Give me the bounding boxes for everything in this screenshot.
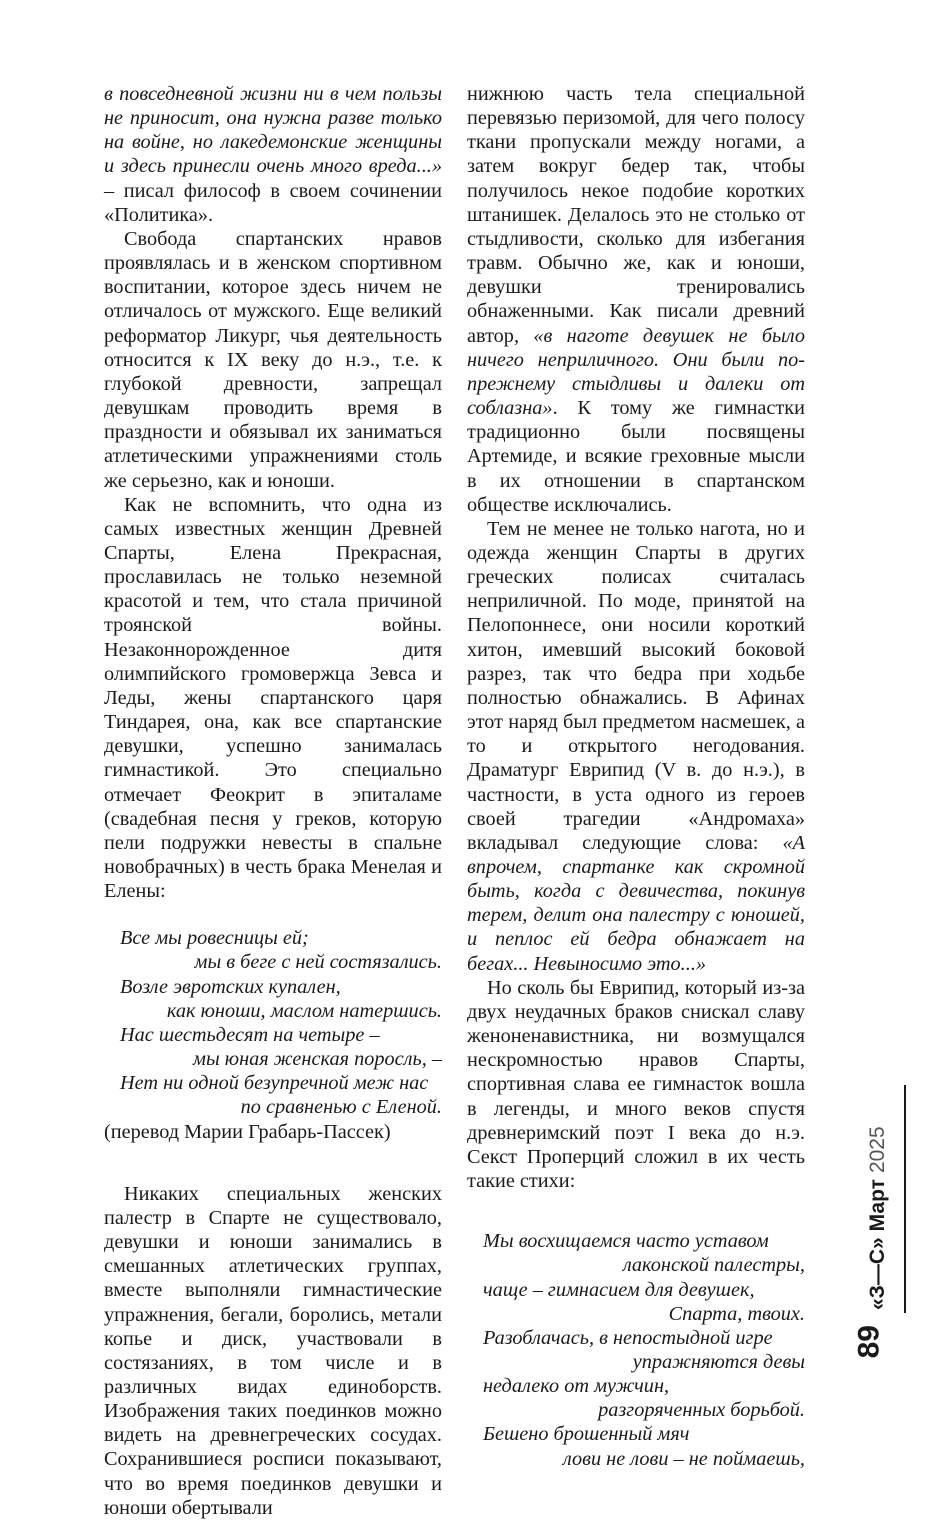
paragraph-1 [104, 82, 442, 227]
poem-line: лови не лови – не поймаешь, [562, 1447, 805, 1470]
poem-line: Нас шестьдесят на четыре – [120, 1023, 380, 1046]
poem-line: Разоблачась, в непостыдной игре [483, 1326, 773, 1349]
poem-line: чаще – гимнасием для девушек, [483, 1278, 755, 1301]
margin-rule [904, 1085, 906, 1313]
paragraph-2: Свобода спартанских нравов проявлялась и в женском спортивном воспитании, которое здесь ничем не отличалось от мужского. Еще великий реформатор Ликург, чья деятельность относится к IX веку до н.э., т.е. к глубокой древности, запрещал девушкам проводить время в праздности и обязывал их заниматься атлетическими упражнениями столь же серьезно, как и юноши. [104, 227, 442, 492]
theocritus-poem [104, 926, 442, 1143]
running-head [864, 1126, 892, 1310]
issue-year: 2025 [866, 1126, 889, 1174]
left-column [104, 82, 442, 1520]
quote-aristotle: в повседневной жизни ни в чем пользы не приносит, она нужна разве только на войне, но лакедемонские женщины и здесь принесли очень много вреда...» [104, 83, 442, 178]
euripides-quote: «А впрочем, спартанке как скромной быть, когда с девичества, покинув терем, делит она палестру с юношей, и пеплос ей бедра обнажает на бегах... Невыносимо это...» [467, 831, 805, 975]
margin-band [856, 1085, 896, 1315]
poem-line: Возле эвротских купален, [120, 975, 341, 998]
translation-credit: (перевод Марии Грабарь-Пассек) [104, 1120, 391, 1143]
poem-line: разгоряченных борьбой. [598, 1399, 805, 1422]
paragraph-5 [467, 82, 805, 517]
poem-line: Бешено брошенный мяч [483, 1423, 690, 1446]
poem-line: мы в беге с ней состязались. [194, 951, 442, 974]
poem-line: как юноши, маслом натершись. [166, 999, 442, 1022]
paragraph-6 [467, 517, 805, 976]
issue-month: Март [866, 1179, 889, 1232]
paragraph-7: Но сколь бы Еврипид, который из-за двух неудачных браков снискал славу женоненавистника, ни возмущался нескромностью нравов Спарты, спортивная слава ее гимнасток вошла в легенды, и много веков спустя древнеримский поэт I века до н.э. Секст Проперций сложил в их честь такие стихи: [467, 976, 805, 1193]
poem-line: недалеко от мужчин, [483, 1375, 670, 1398]
poem-line: Мы восхищаемся часто уставом [483, 1230, 769, 1253]
paragraph-5-text: нижнюю часть тела специальной перевязью перизомой, для чего полосу ткани пропускали между ногами, а затем вокруг бедер так, чтобы получилось некое подобие коротких штанишек. Делалось это не столько от стыдливости, сколько для избегания травм. Обычно же, как и юноши, девушки тренировались обнаженными. Как писали древний автор, [467, 83, 805, 347]
paragraph-5-tail: . К тому же гимнастки традиционно были посвящены Артемиде, и всякие греховные мысли в их отношении в спартанском обществе исключались. [467, 397, 805, 516]
quote-attribution: – писал философ в своем сочинении «Политика». [104, 179, 442, 226]
right-column [467, 82, 805, 1471]
paragraph-3: Как не вспомнить, что одна из самых известных женщин Древней Спарты, Елена Прекрасная, прославилась не только неземной красотой и тем, что стала причиной троянской войны. Незаконнорожденное дитя олимпийского громовержца Зевса и Леды, жены спартанского царя Тиндарея, она, как все спартанские девушки, успешно занималась гимнастикой. Это специально отмечает Феокрит в эпиталаме (свадебная песня у греков, которую пели подружки невесты в спальне новобрачных) в честь брака Менелая и Елены: [104, 493, 442, 903]
poem-line: упражняются девы [632, 1350, 805, 1373]
magazine-name: «З—С» [866, 1237, 889, 1310]
poem-line: Все мы ровесницы ей; [120, 927, 309, 950]
ancient-author-quote: «в наготе девушек не было ничего неприличного. Они были по-прежнему стыдливы и далеки от соблазна» [467, 324, 805, 420]
poem-line: лаконской палестры, [622, 1254, 805, 1277]
poem-line: мы юная женская поросль, – [193, 1048, 442, 1071]
poem-line: по сравненью с Еленой. [240, 1096, 442, 1119]
poem-line: Спарта, твоих. [668, 1302, 805, 1325]
paragraph-4: Никаких специальных женских палестр в Спарте не существовало, девушки и юноши занимались в смешанных атлетических группах, вместе выполняли гимнастические упражнения, бегали, боролись, метали копье и диск, участвовали в состязаниях, в том числе и в различных видах единоборств. Изображения таких поединков можно видеть на древнегреческих сосудах. Сохранившиеся росписи показывают, что во время поединков девушки и юноши обертывали [104, 1182, 442, 1519]
paragraph-6-text: Тем не менее не только нагота, но и одежда женщин Спарты в других греческих полисах считалась неприличной. По моде, принятой на Пелопоннесе, они носили короткий хитон, имевший высокий боковой разрез, так что бедра при ходьбе полностью обнажались. В Афинах этот наряд был предметом насмешек, а то и открытого негодования. Драматург Еврипид (V в. до н.э.), в частности, в уста одного из героев своей трагедии «Андромаха» вкладывал следующие слова: [467, 517, 805, 854]
poem-line: Нет ни одной безупречной меж нас [120, 1072, 429, 1095]
page-number: 89 [852, 1325, 885, 1359]
